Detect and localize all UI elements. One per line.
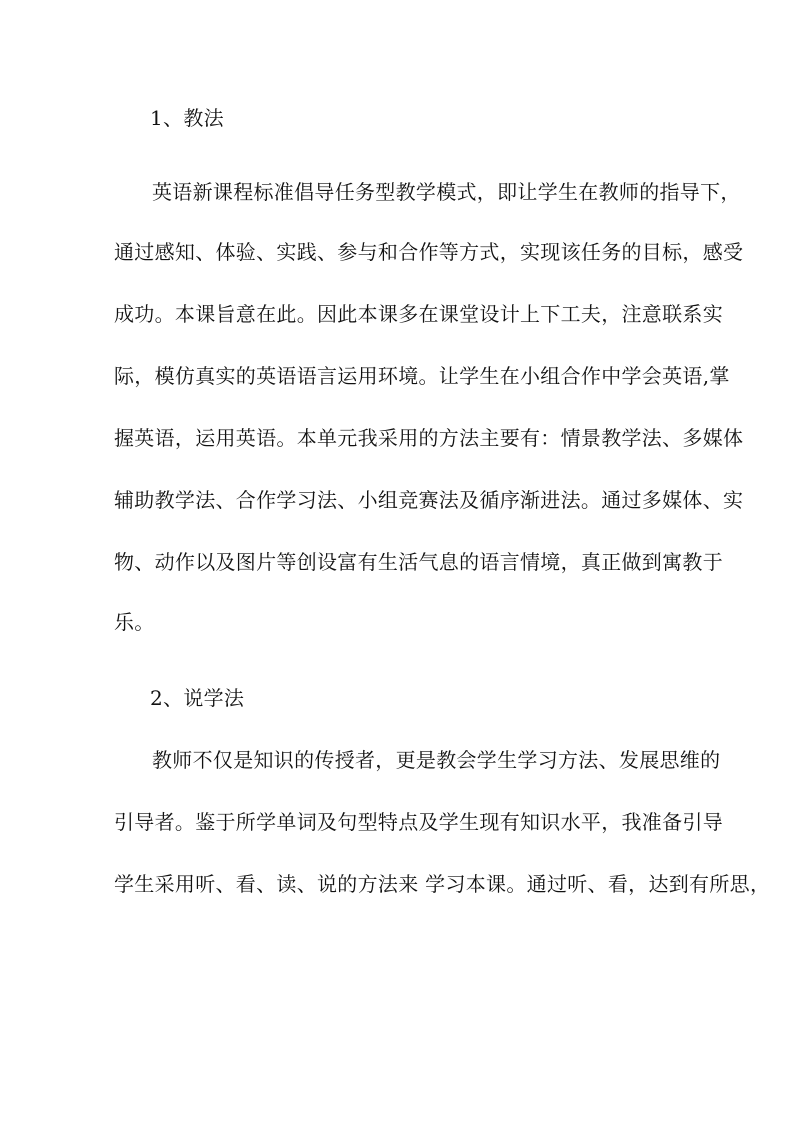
paragraph-line: 英语新课程标准倡导任务型教学模式，即让学生在教师的指导下，	[152, 180, 741, 204]
paragraph-line: 学生采用听、看、读、说的方法来 学习本课。通过听、看，达到有所思，	[114, 872, 771, 896]
paragraph-line: 际，模仿真实的英语语言运用环境。让学生在小组合作中学会英语,掌	[114, 364, 730, 388]
paragraph-line: 通过感知、体验、实践、参与和合作等方式，实现该任务的目标，感受	[114, 240, 744, 264]
paragraph-line: 教师不仅是知识的传授者，更是教会学生学习方法、发展思维的	[152, 748, 721, 772]
paragraph-line: 引导者。鉴于所学单词及句型特点及学生现有知识水平，我准备引导	[114, 810, 723, 834]
section-heading-learning-method: 2、说学法	[150, 686, 245, 710]
paragraph-line: 握英语，运用英语。本单元我采用的方法主要有：情景教学法、多媒体	[114, 426, 744, 450]
paragraph-line: 辅助教学法、合作学习法、小组竞赛法及循序渐进法。通过多媒体、实	[114, 488, 744, 512]
paragraph-line: 乐。	[114, 610, 155, 634]
paragraph-line: 物、动作以及图片等创设富有生活气息的语言情境，真正做到寓教于	[114, 550, 723, 574]
section-heading-teaching-method: 1、教法	[150, 106, 224, 130]
paragraph-line: 成功。本课旨意在此。因此本课多在课堂设计上下工夫，注意联系实	[114, 302, 723, 326]
